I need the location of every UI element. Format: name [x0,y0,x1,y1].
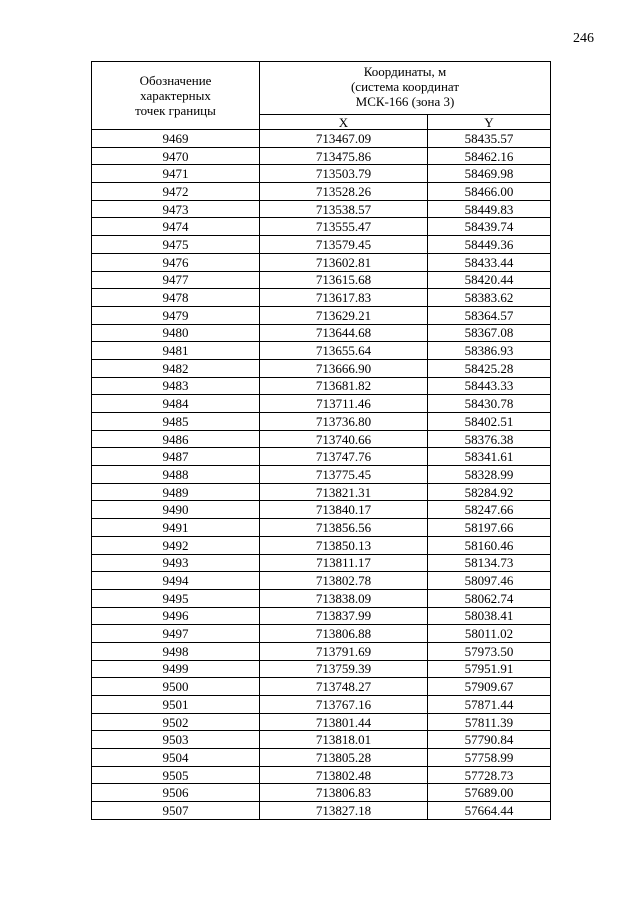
y-cell: 58435.57 [428,130,551,148]
x-cell: 713602.81 [260,253,428,271]
point-cell: 9473 [92,200,260,218]
x-cell: 713629.21 [260,306,428,324]
table-row [92,271,551,289]
point-cell: 9472 [92,183,260,201]
x-cell: 713837.99 [260,607,428,625]
y-cell: 58425.28 [428,359,551,377]
table-row [92,678,551,696]
table-row [92,200,551,218]
point-cell: 9490 [92,501,260,519]
table-body [92,130,551,820]
y-cell: 57871.44 [428,696,551,714]
x-cell: 713801.44 [260,713,428,731]
coordinates-table [91,61,551,820]
table-row [92,572,551,590]
table-row [92,713,551,731]
y-cell: 58383.62 [428,289,551,307]
table-row [92,218,551,236]
x-cell: 713805.28 [260,749,428,767]
x-column-header: X [260,115,428,130]
point-cell: 9498 [92,642,260,660]
point-cell: 9469 [92,130,260,148]
x-cell: 713740.66 [260,430,428,448]
y-cell: 58134.73 [428,554,551,572]
y-cell: 58062.74 [428,589,551,607]
point-cell: 9484 [92,395,260,413]
point-cell: 9501 [92,696,260,714]
y-cell: 57728.73 [428,766,551,784]
x-cell: 713759.39 [260,660,428,678]
table-row [92,554,551,572]
x-cell: 713617.83 [260,289,428,307]
point-cell: 9474 [92,218,260,236]
y-cell: 57758.99 [428,749,551,767]
x-cell: 713838.09 [260,589,428,607]
table-row [92,324,551,342]
x-cell: 713856.56 [260,519,428,537]
x-cell: 713736.80 [260,413,428,431]
point-cell: 9477 [92,271,260,289]
table-row [92,466,551,484]
y-column-header: Y [428,115,551,130]
point-cell: 9495 [92,589,260,607]
y-cell: 58367.08 [428,324,551,342]
x-cell: 713802.48 [260,766,428,784]
table-row [92,130,551,148]
point-cell: 9470 [92,147,260,165]
table-header [92,62,551,130]
table-row [92,642,551,660]
y-cell: 57973.50 [428,642,551,660]
table-row [92,519,551,537]
y-cell: 58449.36 [428,236,551,254]
table-row [92,165,551,183]
point-cell: 9478 [92,289,260,307]
table-row [92,147,551,165]
x-cell: 713655.64 [260,342,428,360]
y-cell: 58197.66 [428,519,551,537]
table-row [92,483,551,501]
table-row [92,413,551,431]
x-cell: 713806.88 [260,625,428,643]
point-cell: 9481 [92,342,260,360]
point-header-line-2: характерных [140,88,211,103]
x-cell: 713811.17 [260,554,428,572]
point-cell: 9471 [92,165,260,183]
table-row [92,430,551,448]
point-cell: 9489 [92,483,260,501]
x-cell: 713579.45 [260,236,428,254]
point-cell: 9496 [92,607,260,625]
point-cell: 9500 [92,678,260,696]
y-cell: 57811.39 [428,713,551,731]
y-cell: 58011.02 [428,625,551,643]
point-cell: 9499 [92,660,260,678]
y-cell: 58386.93 [428,342,551,360]
y-cell: 57951.91 [428,660,551,678]
table-row [92,749,551,767]
table-row [92,236,551,254]
table-row [92,377,551,395]
x-cell: 713748.27 [260,678,428,696]
table-row [92,660,551,678]
x-cell: 713615.68 [260,271,428,289]
table-row [92,289,551,307]
point-cell: 9482 [92,359,260,377]
page-number: 246 [573,31,594,46]
table-row [92,359,551,377]
y-cell: 58449.83 [428,200,551,218]
point-cell: 9502 [92,713,260,731]
y-cell: 58439.74 [428,218,551,236]
point-cell: 9506 [92,784,260,802]
table-row [92,536,551,554]
y-cell: 58402.51 [428,413,551,431]
coords-header-line-1: Координаты, м [363,64,447,79]
y-cell: 58328.99 [428,466,551,484]
coordinates-header [260,62,551,115]
point-cell: 9479 [92,306,260,324]
x-cell: 713775.45 [260,466,428,484]
table-row [92,183,551,201]
y-cell: 58038.41 [428,607,551,625]
x-cell: 713475.86 [260,147,428,165]
x-cell: 713711.46 [260,395,428,413]
point-cell: 9493 [92,554,260,572]
point-cell: 9492 [92,536,260,554]
y-cell: 58462.16 [428,147,551,165]
table-row [92,589,551,607]
x-cell: 713467.09 [260,130,428,148]
point-cell: 9485 [92,413,260,431]
table-row [92,501,551,519]
x-cell: 713681.82 [260,377,428,395]
y-cell: 58376.38 [428,430,551,448]
table-row [92,784,551,802]
table-row [92,731,551,749]
y-cell: 58341.61 [428,448,551,466]
table-row [92,625,551,643]
point-cell: 9505 [92,766,260,784]
point-cell: 9475 [92,236,260,254]
table-row [92,802,551,820]
x-cell: 713503.79 [260,165,428,183]
y-cell: 58466.00 [428,183,551,201]
point-cell: 9487 [92,448,260,466]
point-cell: 9476 [92,253,260,271]
y-cell: 58097.46 [428,572,551,590]
y-cell: 58420.44 [428,271,551,289]
y-cell: 57664.44 [428,802,551,820]
table-row [92,448,551,466]
y-cell: 58469.98 [428,165,551,183]
point-cell: 9497 [92,625,260,643]
table-row [92,766,551,784]
point-cell: 9503 [92,731,260,749]
point-cell: 9480 [92,324,260,342]
y-cell: 57790.84 [428,731,551,749]
x-cell: 713538.57 [260,200,428,218]
x-cell: 713666.90 [260,359,428,377]
x-cell: 713806.83 [260,784,428,802]
x-cell: 713840.17 [260,501,428,519]
point-cell: 9491 [92,519,260,537]
table-row [92,696,551,714]
x-cell: 713747.76 [260,448,428,466]
x-cell: 713818.01 [260,731,428,749]
point-cell: 9486 [92,430,260,448]
x-cell: 713802.78 [260,572,428,590]
point-cell: 9507 [92,802,260,820]
x-cell: 713827.18 [260,802,428,820]
point-designation-header [92,62,260,130]
x-cell: 713767.16 [260,696,428,714]
point-cell: 9488 [92,466,260,484]
table-row [92,395,551,413]
y-cell: 57909.67 [428,678,551,696]
y-cell: 58430.78 [428,395,551,413]
table-row [92,306,551,324]
y-cell: 58364.57 [428,306,551,324]
table-row [92,253,551,271]
x-cell: 713791.69 [260,642,428,660]
y-cell: 58284.92 [428,483,551,501]
x-cell: 713555.47 [260,218,428,236]
y-cell: 57689.00 [428,784,551,802]
point-header-line-1: Обозначение [139,73,212,88]
x-cell: 713528.26 [260,183,428,201]
point-cell: 9483 [92,377,260,395]
y-cell: 58160.46 [428,536,551,554]
y-cell: 58433.44 [428,253,551,271]
table-row [92,607,551,625]
x-cell: 713821.31 [260,483,428,501]
table-row [92,342,551,360]
x-cell: 713644.68 [260,324,428,342]
y-cell: 58247.66 [428,501,551,519]
point-cell: 9504 [92,749,260,767]
coords-header-line-3: МСК-166 (зона 3) [355,94,455,109]
coords-header-line-2: (система координат [350,79,460,94]
point-cell: 9494 [92,572,260,590]
x-cell: 713850.13 [260,536,428,554]
y-cell: 58443.33 [428,377,551,395]
point-header-line-3: точек границы [135,103,216,118]
